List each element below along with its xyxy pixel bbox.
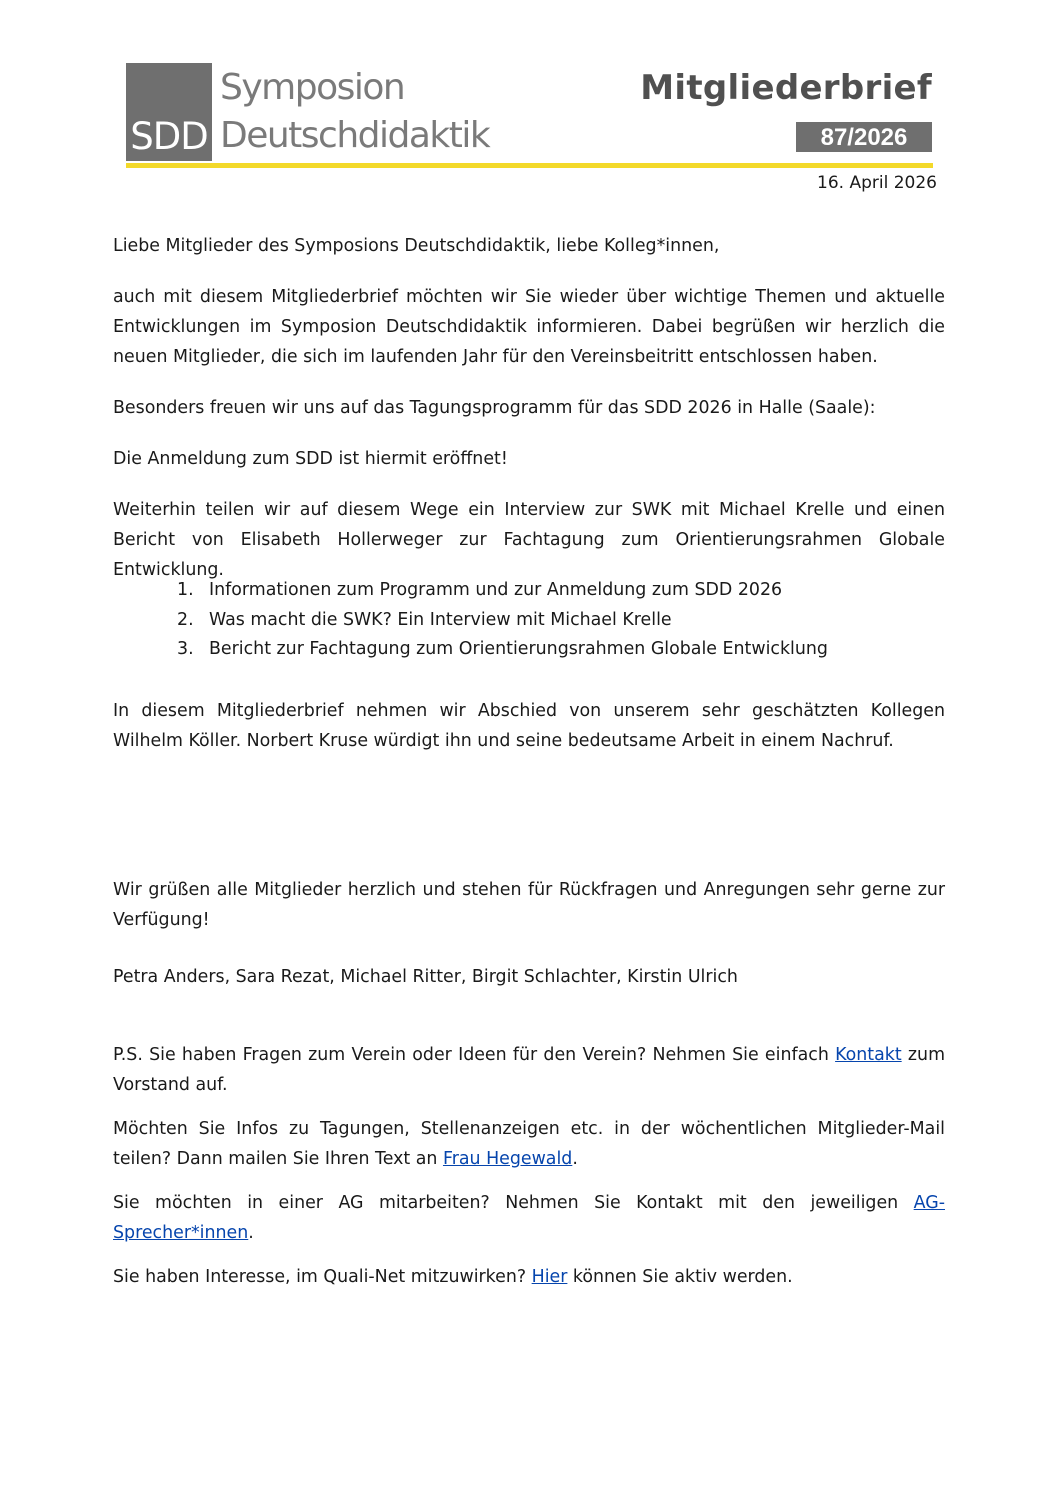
list-item-text: Informationen zum Programm und zur Anmeldung zum SDD 2026 [209, 580, 783, 600]
ps-qualinet-paragraph [113, 1262, 945, 1292]
list-item-text: Bericht zur Fachtagung zum Orientierungsrahmen Globale Entwicklung [209, 639, 828, 659]
ps-mail-paragraph [113, 1114, 945, 1174]
ag-speakers-link[interactable]: AG-Sprecher*innen [113, 1193, 945, 1243]
letter-date: 16. April 2026 [817, 173, 937, 193]
list-item [113, 606, 945, 636]
ps-text: können Sie aktiv werden. [567, 1267, 793, 1287]
ps-text: . [572, 1149, 578, 1169]
ps-text: Sie möchten in einer AG mitarbeiten? Nehmen Sie Kontakt mit den jeweiligen [113, 1193, 914, 1213]
ps-text: zum Vorstand auf. [113, 1045, 946, 1095]
list-item-number: 2. [177, 609, 194, 630]
contact-link[interactable]: Kontakt [835, 1045, 902, 1065]
frau-hegewald-link[interactable]: Frau Hegewald [442, 1149, 573, 1169]
topics-list [113, 576, 945, 665]
registration-paragraph: Die Anmeldung zum SDD ist hiermit eröffnet! [113, 449, 508, 469]
ps-text: Möchten Sie Infos zu Tagungen, Stellenanzeigen etc. in der wöchentlichen Mitglieder-Mail teilen? Dann mailen Sie Ihren Text an [113, 1119, 945, 1169]
document-type-title: Mitgliederbrief [640, 68, 932, 108]
ps-text: . [248, 1223, 254, 1243]
intro-paragraph: auch mit diesem Mitgliederbrief möchten wir Sie wieder über wichtige Themen und aktuelle Entwicklungen im Symposion Deutschdidaktik informieren. Dabei begrüßen wir herzlich die neuen Mitglieder, die sich im laufenden Jahr für den Vereinsbeitritt entschlossen haben. [113, 287, 945, 367]
list-item-number: 1. [177, 580, 194, 600]
greeting: Liebe Mitglieder des Symposions Deutschdidaktik, liebe Kolleg*innen, [113, 236, 720, 256]
ps-ag-paragraph [113, 1188, 945, 1248]
header-divider [126, 163, 933, 168]
issue-number-badge: 87/2026 [796, 122, 932, 152]
logo-text-line1: Symposion [220, 67, 405, 108]
ps-text: P.S. Sie haben Fragen zum Verein oder Ideen für den Verein? Nehmen Sie einfach [113, 1045, 836, 1065]
quali-net-link[interactable]: Hier [531, 1267, 568, 1287]
program-paragraph: Besonders freuen wir uns auf das Tagungsprogramm für das SDD 2026 in Halle (Saale): [113, 398, 876, 418]
ps-text: Sie haben Interesse, im Quali-Net mitzuwirken? [113, 1267, 532, 1287]
signatures: Petra Anders, Sara Rezat, Michael Ritter, Birgit Schlachter, Kirstin Ulrich [113, 967, 738, 987]
list-item [113, 576, 945, 606]
logo-abbreviation: SDD [130, 115, 208, 158]
logo-text-line2: Deutschdidaktik [220, 115, 490, 156]
ps-contact-paragraph [113, 1040, 945, 1100]
list-item-number: 3. [177, 639, 194, 659]
further-paragraph: Weiterhin teilen wir auf diesem Wege ein Interview zur SWK mit Michael Krelle und einen Bericht von Elisabeth Hollerweger zur Fachtagung zum Orientierungsrahmen Globale Entwicklung. [113, 500, 945, 580]
list-item [113, 635, 945, 665]
farewell-paragraph: In diesem Mitgliederbrief nehmen wir Abschied von unserem sehr geschätzten Kollegen Wilhelm Köller. Norbert Kruse würdigt ihn und seine bedeutsame Arbeit in einem Nachruf. [113, 701, 945, 751]
closing-paragraph: Wir grüßen alle Mitglieder herzlich und stehen für Rückfragen und Anregungen sehr gerne zur Verfügung! [113, 880, 945, 930]
list-item-text: Was macht die SWK? Ein Interview mit Michael Krelle [209, 609, 672, 630]
